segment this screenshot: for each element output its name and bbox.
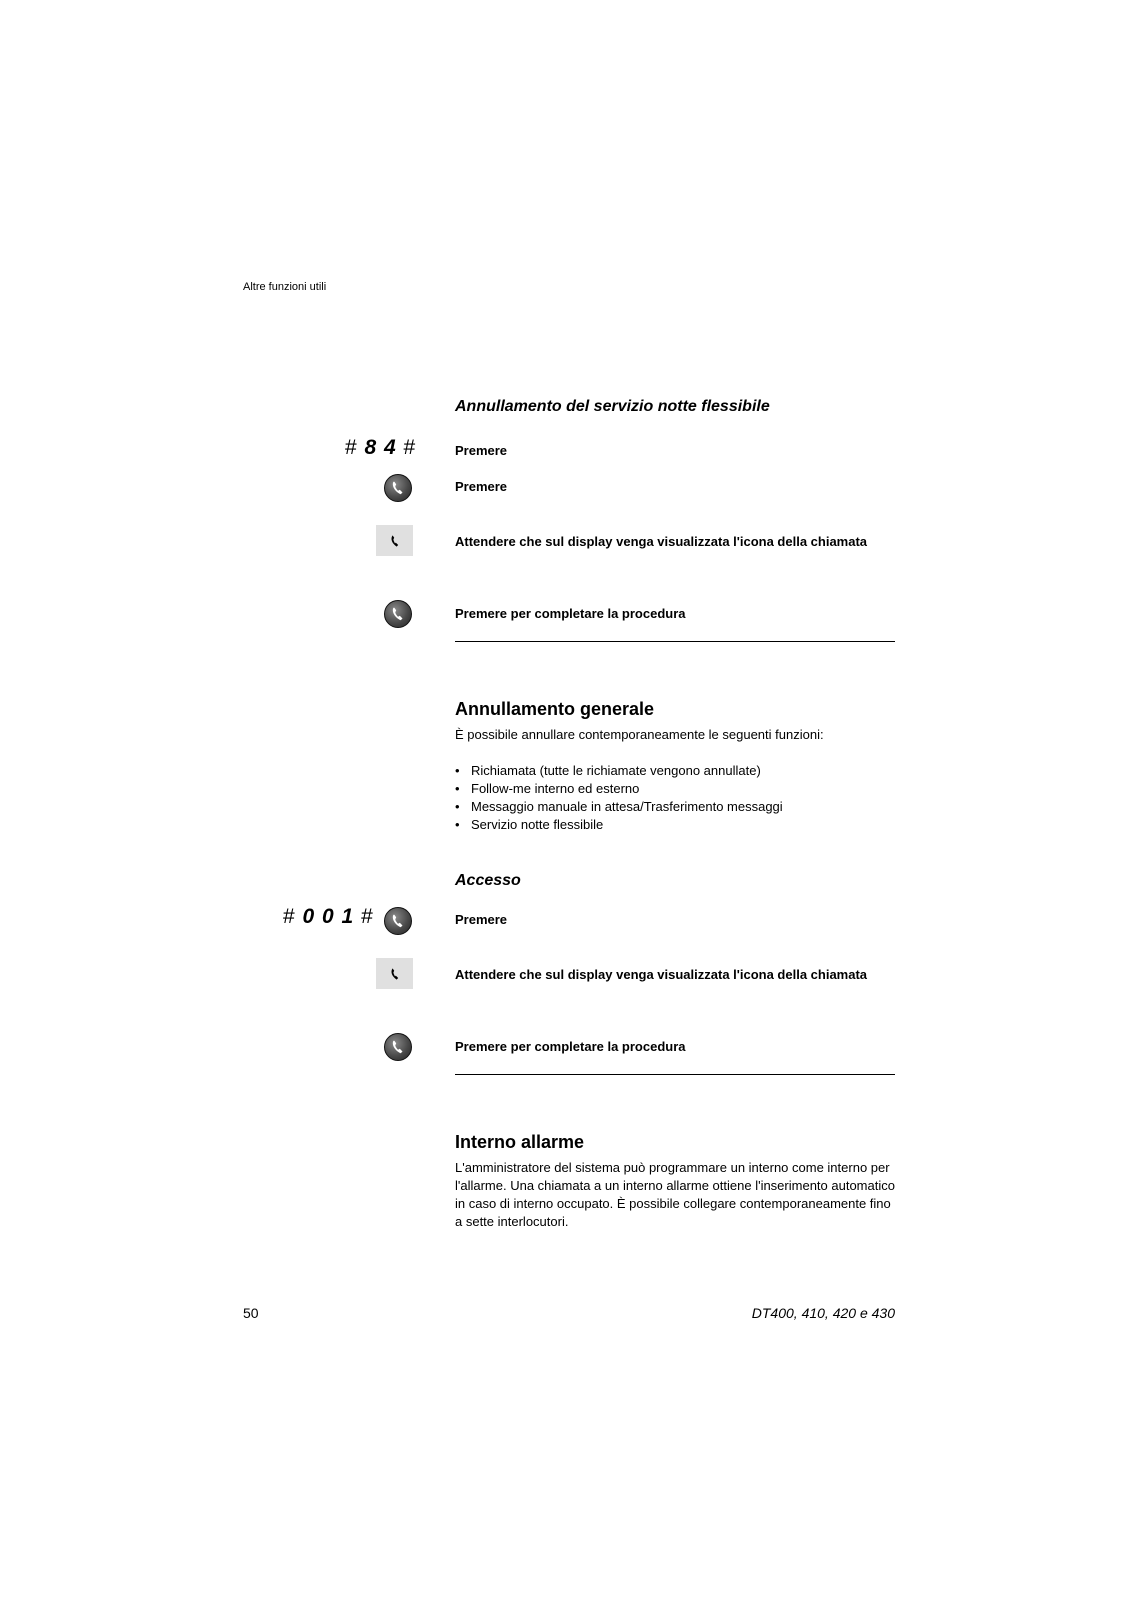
phone-handset-button-icon — [384, 1033, 412, 1061]
page-number: 50 — [243, 1305, 259, 1321]
hash-key: # — [345, 436, 365, 459]
section-divider — [455, 1074, 895, 1075]
hash-key: # — [396, 436, 417, 459]
section-divider — [455, 641, 895, 642]
intro-paragraph: È possibile annullare contemporaneamente le seguenti funzioni: — [455, 727, 824, 742]
body-paragraph: L'amministratore del sistema può programmare un interno come interno per l'allarme. Una chiamata a un interno allarme ottiene l'inserimento automatico in caso di interno occupato. È possibile collegare contemporaneamente fino a sette interlocutori. — [455, 1160, 895, 1229]
hash-key: # — [354, 905, 374, 928]
function-list — [455, 762, 895, 834]
digit-keys: 0 0 1 — [302, 905, 355, 928]
step-text: Premere — [455, 479, 508, 494]
list-item: • Servizio notte flessibile — [455, 816, 895, 834]
step-text: Attendere che sul display venga visualizzata l'icona della chiamata — [455, 967, 868, 982]
key-sequence-84 — [345, 436, 416, 460]
step-text: Premere — [455, 443, 508, 458]
section-subheading: Annullamento del servizio notte flessibile — [455, 398, 770, 415]
phone-handset-button-icon — [384, 600, 412, 628]
phone-handset-button-icon — [384, 474, 412, 502]
step-text: Premere per completare la procedura — [455, 1039, 686, 1054]
hash-key: # — [283, 905, 303, 928]
list-item: • Richiamata (tutte le richiamate vengono annullate) — [455, 762, 895, 780]
phone-handset-button-icon — [384, 907, 412, 935]
display-call-icon — [376, 958, 413, 989]
section-heading: Annullamento generale — [455, 699, 655, 719]
step-text: Premere — [455, 912, 508, 927]
footer-model: DT400, 410, 420 e 430 — [751, 1305, 895, 1321]
step-text: Premere per completare la procedura — [455, 606, 686, 621]
step-text: Attendere che sul display venga visualizzata l'icona della chiamata — [455, 534, 868, 549]
digit-keys: 8 4 — [364, 436, 397, 459]
list-item: • Messaggio manuale in attesa/Trasferimento messaggi — [455, 798, 895, 816]
section-subheading: Accesso — [455, 872, 521, 889]
list-item: • Follow-me interno ed esterno — [455, 780, 895, 798]
section-heading: Interno allarme — [455, 1132, 585, 1152]
display-call-icon — [376, 525, 413, 556]
key-sequence-001 — [283, 905, 374, 929]
running-header: Altre funzioni utili — [243, 281, 327, 293]
